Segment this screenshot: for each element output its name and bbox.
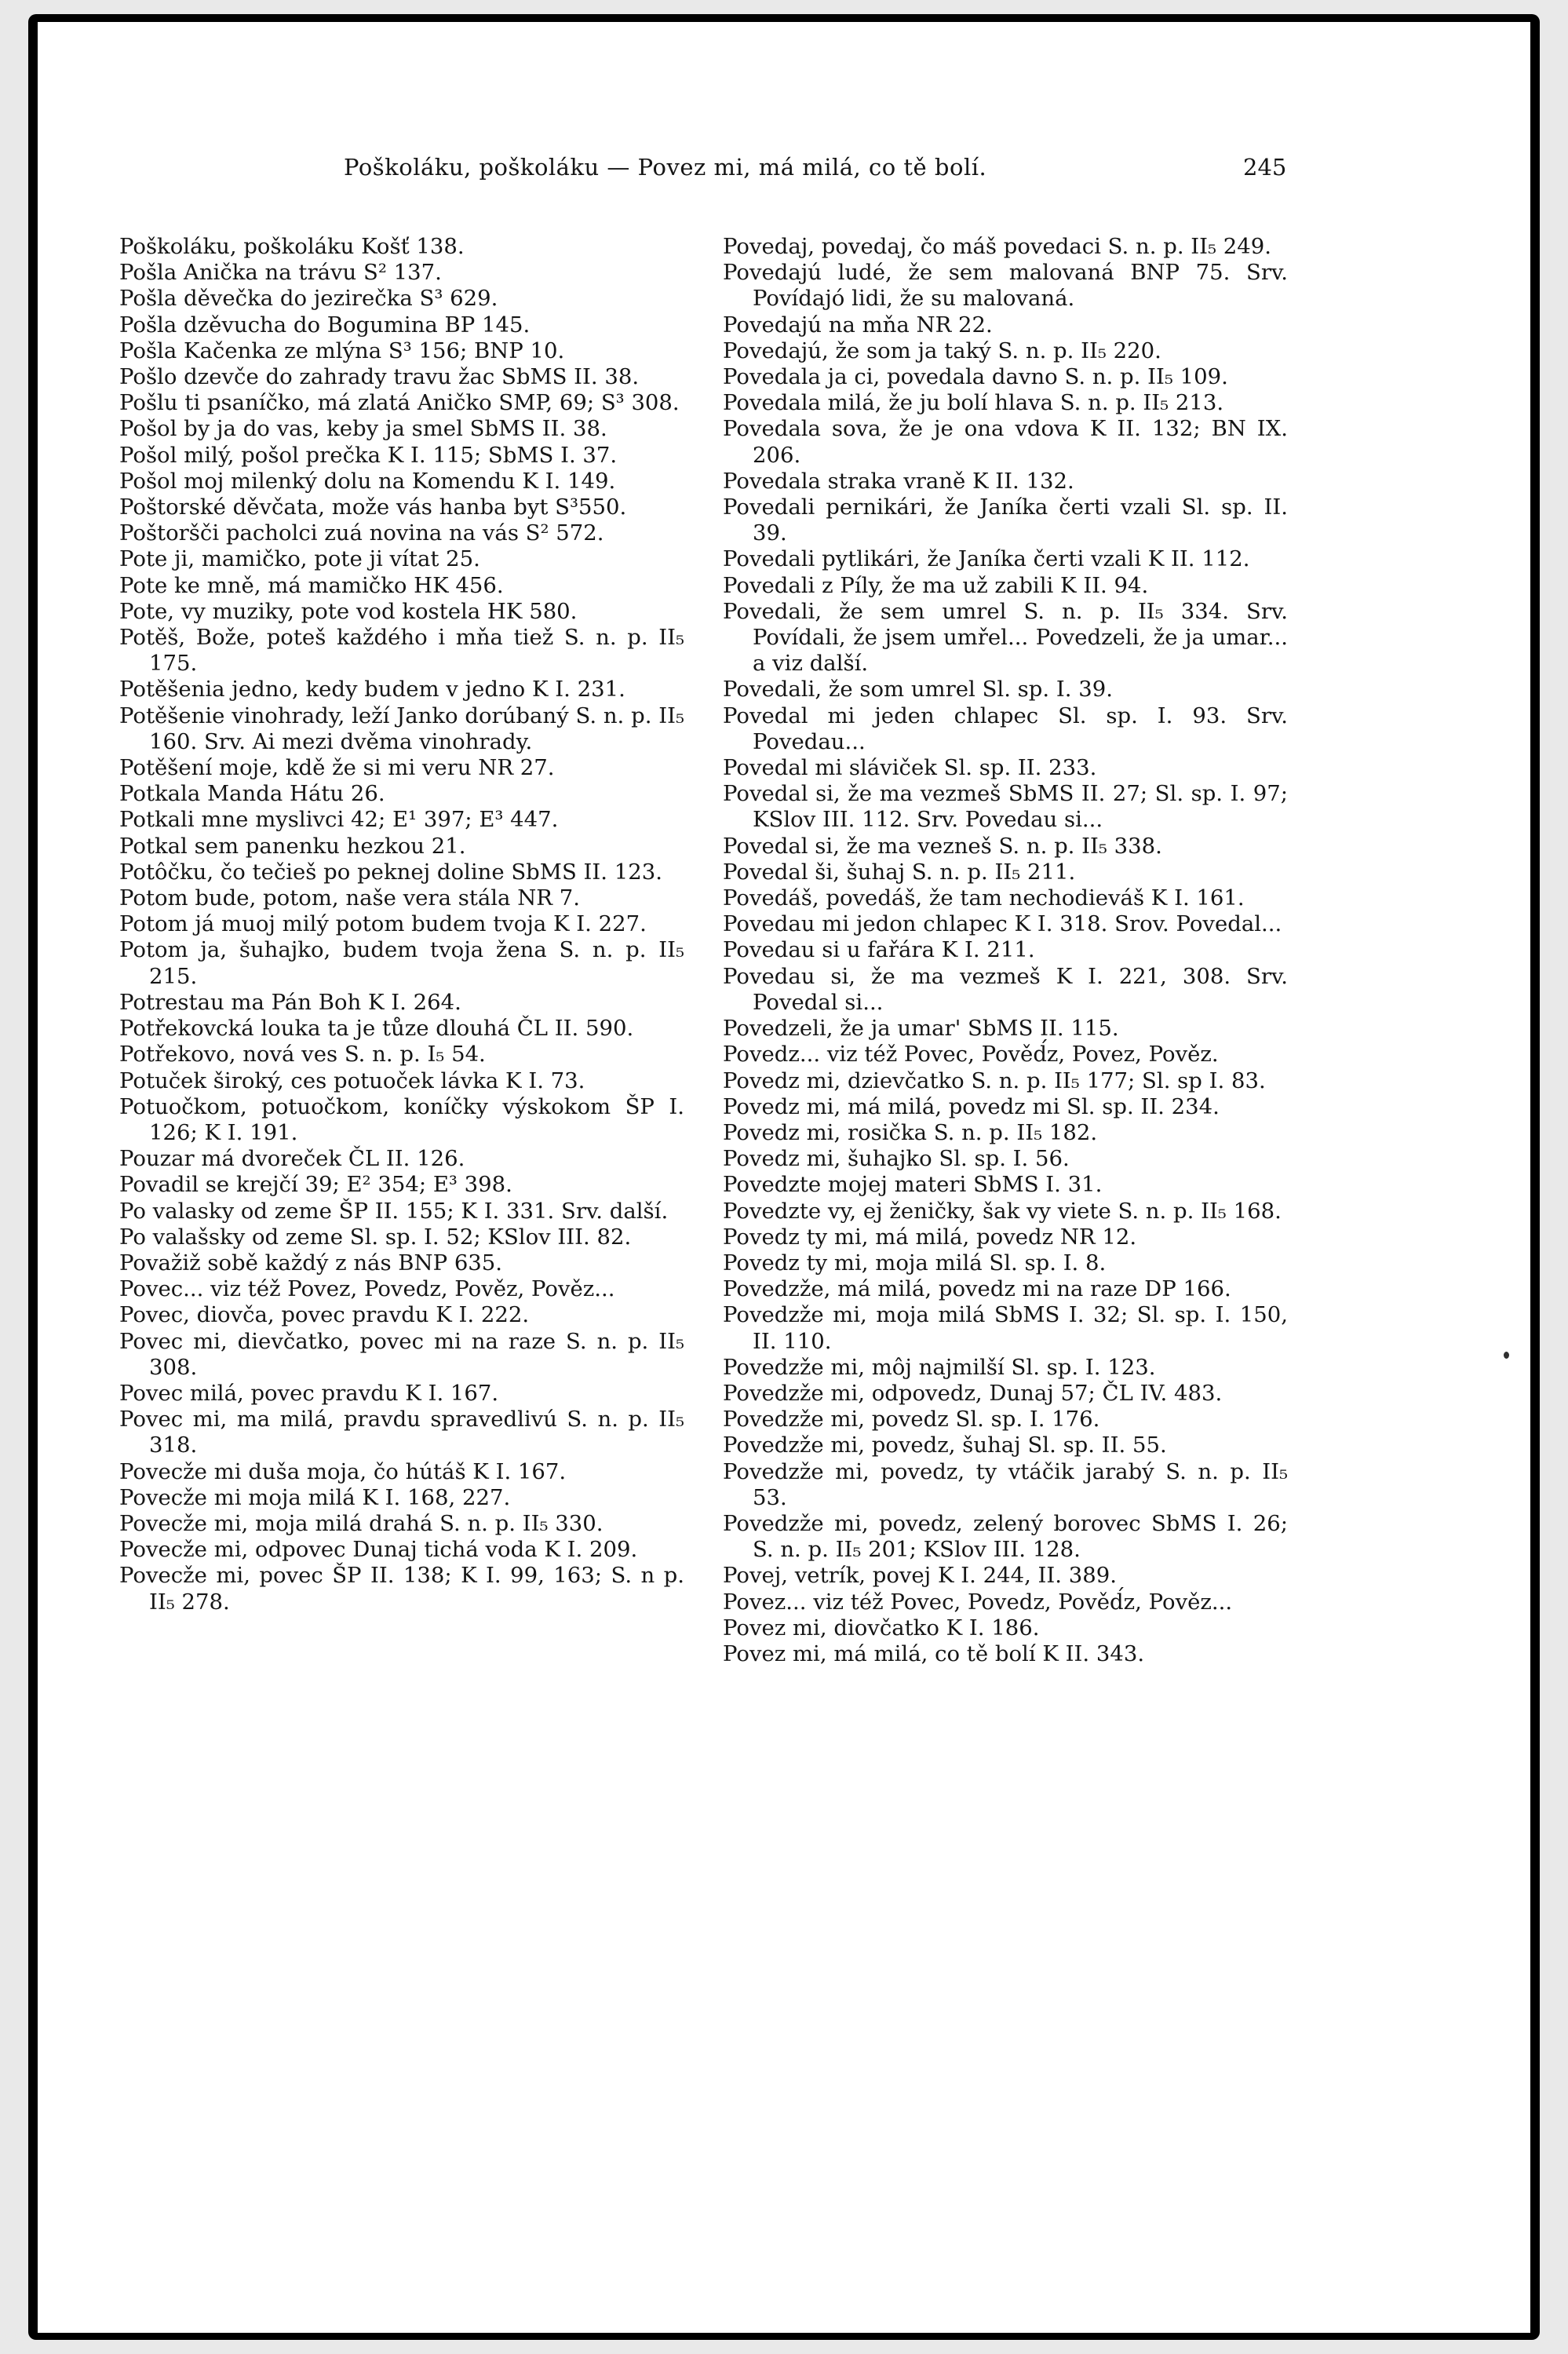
index-entry: Povadil se krejčí 39; E² 354; E³ 398. xyxy=(119,1172,512,1198)
index-entry: Povedajú, že som ja taký S. n. p. II₅ 220. xyxy=(723,338,1161,363)
index-entry: Povecže mi, moja milá drahá S. n. p. II₅ 330. xyxy=(119,1510,603,1536)
index-entry: Povedala milá, že ju bolí hlava S. n. p. II₅ 213. xyxy=(723,390,1224,416)
index-entry: Povedz ty mi, má milá, povedz NR 12. xyxy=(723,1224,1137,1250)
index-entry: Pošlo dzevče do zahrady travu žac SbMS II. 38. xyxy=(119,364,640,390)
index-entry: Povedzeli, že ja umar' SbMS II. 115. xyxy=(723,1016,1119,1042)
index-entry: Povedal mi jeden chlapec Sl. sp. I. 93. Srv. Povedau... xyxy=(723,703,1288,754)
index-entry: Povedali z Píly, že ma už zabili K II. 94. xyxy=(723,572,1149,598)
index-entry: Povedala ja ci, povedala davno S. n. p. II₅ 109. xyxy=(723,364,1228,390)
index-entry: Povej, vetrík, povej K I. 244, II. 389. xyxy=(723,1563,1117,1589)
index-entry: Potrestau ma Pán Boh K I. 264. xyxy=(119,989,461,1015)
index-entry: Povedzže, má milá, povedz mi na raze DP 166. xyxy=(723,1276,1231,1302)
index-entry: Potkal sem panenku hezkou 21. xyxy=(119,833,466,859)
index-entry: Povedzže mi, moja milá SbMS I. 32; Sl. sp. I. 150, II. 110. xyxy=(723,1302,1288,1354)
index-column-right xyxy=(723,234,1288,1667)
index-entry: Pote ke mně, má mamičko HK 456. xyxy=(119,572,504,598)
index-entry: Povedali pernikári, že Janíka čerti vzali Sl. sp. II. 39. xyxy=(723,495,1288,546)
index-entry: Povedal mi sláviček Sl. sp. II. 233. xyxy=(723,755,1097,781)
index-entry: Povedz... viz též Povec, Pověd́z, Povez, Pověz. xyxy=(723,1042,1219,1068)
index-entry: Povedali, že sem umrel S. n. p. II₅ 334. Srv. Povídali, že jsem umřel... Povedzeli, že ja umar... a viz další. xyxy=(723,598,1288,677)
index-entry: Potuočkom, potuočkom, koníčky výskokom ŠP I. 126; K I. 191. xyxy=(119,1093,684,1145)
index-entry: Povec mi, dievčatko, povec mi na raze S. n. p. II₅ 308. xyxy=(119,1328,684,1380)
index-entry: Potom já muoj milý potom budem tvoja K I. 227. xyxy=(119,911,647,937)
index-entry: Potkali mne myslivci 42; E¹ 397; E³ 447. xyxy=(119,807,559,833)
index-entry: Povedzže mi, odpovedz, Dunaj 57; ČL IV. 483. xyxy=(723,1380,1223,1406)
index-entry: Povedal si, že ma vezneš S. n. p. II₅ 338. xyxy=(723,833,1162,859)
index-entry: Potřekovo, nová ves S. n. p. I₅ 54. xyxy=(119,1042,486,1068)
index-entry: Pošla dzěvucha do Bogumina BP 145. xyxy=(119,312,531,338)
index-entry: Povedzže mi, môj najmilší Sl. sp. I. 123. xyxy=(723,1354,1156,1380)
index-entry: Poštoršči pacholci zuá novina na vás S² 572. xyxy=(119,520,604,546)
index-entry: Pošol milý, pošol prečka K I. 115; SbMS I. 37. xyxy=(119,442,618,468)
index-entry: Povedal ši, šuhaj S. n. p. II₅ 211. xyxy=(723,859,1076,885)
index-entry: Pouzar má dvoreček ČL II. 126. xyxy=(119,1146,465,1172)
index-entry: Povecže mi duša moja, čo hútáš K I. 167. xyxy=(119,1458,567,1484)
index-entry: Pošla děvečka do jezirečka S³ 629. xyxy=(119,286,498,312)
index-entry: Povedzže mi, povedz Sl. sp. I. 176. xyxy=(723,1407,1100,1432)
scan-speck xyxy=(1504,1352,1509,1359)
index-entry: Potřekovcká louka ta je tůze dlouhá ČL II. 590. xyxy=(119,1016,634,1042)
index-entry: Povedaj, povedaj, čo máš povedaci S. n. p. II₅ 249. xyxy=(723,234,1272,259)
index-entry: Poškoláku, poškoláku Košť 138. xyxy=(119,234,465,259)
index-entry: Povez mi, má milá, co tě bolí K II. 343. xyxy=(723,1641,1145,1666)
index-entry: Pote, vy muziky, pote vod kostela HK 580. xyxy=(119,598,578,624)
index-entry: Pošla Anička na trávu S² 137. xyxy=(119,260,442,286)
page-number: 245 xyxy=(1243,154,1287,181)
index-entry: Povedáš, povedáš, že tam nechodieváš K I. 161. xyxy=(723,885,1245,911)
index-entry: Považiž sobě každý z nás BNP 635. xyxy=(119,1250,503,1276)
index-entry: Potuček široký, ces potuoček lávka K I. 73. xyxy=(119,1068,585,1093)
index-entry: Povedzte vy, ej ženičky, šak vy viete S. n. p. II₅ 168. xyxy=(723,1198,1282,1224)
index-entry: Pošol moj milenký dolu na Komendu K I. 149. xyxy=(119,468,616,494)
index-entry: Povedau si, že ma vezmeš K I. 221, 308. Srv. Povedal si... xyxy=(723,963,1288,1015)
index-entry: Povec, diovča, povec pravdu K I. 222. xyxy=(119,1302,530,1328)
index-entry: Poštorské děvčata, može vás hanba byt S³550. xyxy=(119,495,627,520)
index-column-left xyxy=(119,234,684,1615)
book-page xyxy=(38,22,1530,2333)
index-entry: Povedzže mi, povedz, šuhaj Sl. sp. II. 55. xyxy=(723,1432,1167,1458)
index-entry: Povedzte mojej materi SbMS I. 31. xyxy=(723,1172,1103,1198)
index-entry: Povedala sova, že je ona vdova K II. 132; BN IX. 206. xyxy=(723,416,1288,468)
index-entry: Povedzže mi, povedz, ty vtáčik jarabý S. n. p. II₅ 53. xyxy=(723,1458,1288,1510)
index-entry: Povec mi, ma milá, pravdu spravedlivú S. n. p. II₅ 318. xyxy=(119,1407,684,1458)
index-entry: Pošlu ti psaníčko, má zlatá Aničko SMP, 69; S³ 308. xyxy=(119,390,680,416)
index-entry: Povec... viz též Povez, Povedz, Pověz, Pověz... xyxy=(119,1276,615,1302)
index-entry: Pošol by ja do vas, keby ja smel SbMS II. 38. xyxy=(119,416,607,442)
index-entry: Povecže mi moja milá K I. 168, 227. xyxy=(119,1484,511,1510)
index-entry: Po valasky od zeme ŠP II. 155; K I. 331. Srv. další. xyxy=(119,1198,669,1224)
index-entry: Povedajú ludé, že sem malovaná BNP 75. Srv. Povídajó lidi, že su malovaná. xyxy=(723,260,1288,312)
index-entry: Povedal si, že ma vezmeš SbMS II. 27; Sl. sp. I. 97; KSlov III. 112. Srv. Povedau si... xyxy=(723,781,1288,833)
index-entry: Povez... viz též Povec, Povedz, Pověd́z, Pověz... xyxy=(723,1589,1233,1615)
index-entry: Povedz mi, dzievčatko S. n. p. II₅ 177; Sl. sp I. 83. xyxy=(723,1068,1266,1093)
page-header xyxy=(38,154,1530,185)
index-entry: Povedz mi, má milá, povedz mi Sl. sp. II. 234. xyxy=(723,1093,1220,1119)
index-entry: Potom bude, potom, naše vera stála NR 7. xyxy=(119,885,580,911)
index-entry: Povedali, že som umrel Sl. sp. I. 39. xyxy=(723,677,1113,703)
index-entry: Po valašsky od zeme Sl. sp. I. 52; KSlov III. 82. xyxy=(119,1224,632,1250)
index-entry: Potěš, Bože, poteš každého i mňa tiež S. n. p. II₅ 175. xyxy=(119,625,684,677)
index-entry: Potěšení moje, kdě že si mi veru NR 27. xyxy=(119,755,555,781)
index-entry: Povedz mi, šuhajko Sl. sp. I. 56. xyxy=(723,1146,1070,1172)
index-entry: Povec milá, povec pravdu K I. 167. xyxy=(119,1380,499,1406)
running-title: Poškoláku, poškoláku — Povez mi, má milá, co tě bolí. xyxy=(344,154,987,181)
index-entry: Potkala Manda Hátu 26. xyxy=(119,781,385,807)
index-entry: Povedzže mi, povedz, zelený borovec SbMS I. 26; S. n. p. II₅ 201; KSlov III. 128. xyxy=(723,1510,1288,1563)
index-entry: Povedau si u fařára K I. 211. xyxy=(723,937,1035,963)
index-entry: Povedajú na mňa NR 22. xyxy=(723,312,993,338)
index-entry: Potěšenia jedno, kedy budem v jedno K I. 231. xyxy=(119,677,625,703)
index-entry: Povedz ty mi, moja milá Sl. sp. I. 8. xyxy=(723,1250,1107,1276)
index-entry: Povez mi, diovčatko K I. 186. xyxy=(723,1615,1040,1641)
index-entry: Povedala straka vraně K II. 132. xyxy=(723,468,1074,494)
index-entry: Potěšenie vinohrady, leží Janko dorúbaný S. n. p. II₅ 160. Srv. Ai mezi dvěma vinohrady. xyxy=(119,703,684,754)
index-entry: Povecže mi, povec ŠP II. 138; K I. 99, 163; S. n p. II₅ 278. xyxy=(119,1563,684,1615)
index-entry: Potôčku, čo tečieš po peknej doline SbMS II. 123. xyxy=(119,859,662,885)
index-entry: Povedali pytlikári, že Janíka čerti vzali K II. 112. xyxy=(723,546,1250,572)
index-entry: Povecže mi, odpovec Dunaj tichá voda K I. 209. xyxy=(119,1537,638,1563)
index-entry: Povedau mi jedon chlapec K I. 318. Srov. Povedal... xyxy=(723,911,1282,937)
index-entry: Pošla Kačenka ze mlýna S³ 156; BNP 10. xyxy=(119,338,565,363)
index-entry: Povedz mi, rosička S. n. p. II₅ 182. xyxy=(723,1119,1098,1145)
index-entry: Potom ja, šuhajko, budem tvoja žena S. n. p. II₅ 215. xyxy=(119,937,684,989)
index-entry: Pote ji, mamičko, pote ji vítat 25. xyxy=(119,546,480,572)
